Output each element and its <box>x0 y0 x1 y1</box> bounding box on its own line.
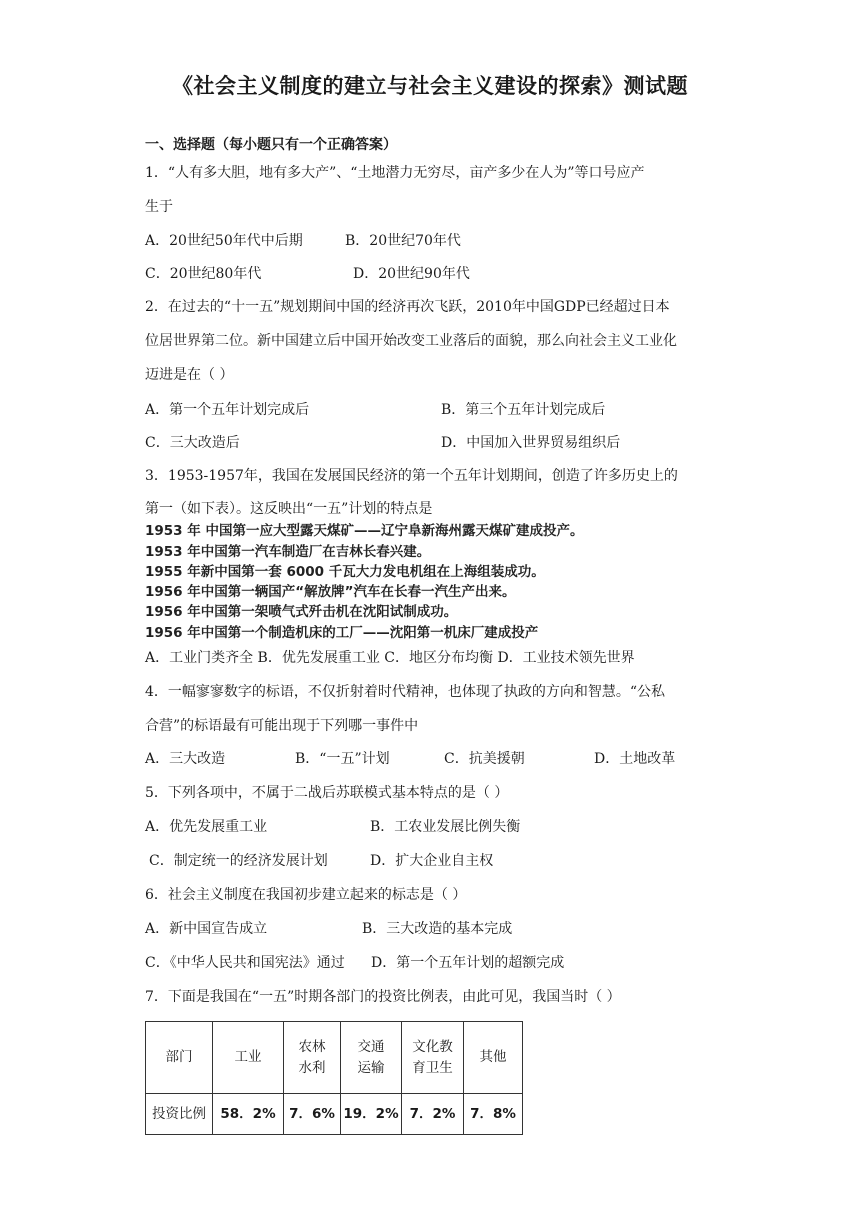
q6-option-d: D．第一个五年计划的超额完成 <box>371 955 565 971</box>
q5-option-c: C．制定统一的经济发展计划 <box>149 853 328 869</box>
q5-option-a: A．优先发展重工业 <box>145 819 268 835</box>
table-header-cell: 农林 水利 <box>284 1022 341 1094</box>
q1-option-d: D．20世纪90年代 <box>353 266 470 282</box>
q6-option-c: C．《中华人民共和国宪法》通过 <box>145 955 345 971</box>
table-row <box>146 1094 523 1135</box>
q5-option-b: B．工农业发展比例失衡 <box>370 819 521 835</box>
q6-option-b: B．三大改造的基本完成 <box>362 921 513 937</box>
table-cell: 19．2% <box>341 1094 402 1135</box>
table-row-label: 投资比例 <box>146 1094 213 1135</box>
table-cell: 7．8% <box>464 1094 523 1135</box>
q3-fact-4: 1956 年中国第一辆国产“解放牌”汽车在长春一汽生产出来。 <box>145 584 516 600</box>
q3-fact-2: 1953 年中国第一汽车制造厂在吉林长春兴建。 <box>145 544 431 560</box>
q3-fact-6: 1956 年中国第一个制造机床的工厂——沈阳第一机床厂建成投产 <box>145 625 539 641</box>
q5-option-d: D．扩大企业自主权 <box>370 853 494 869</box>
q3-options: A．工业门类齐全 B．优先发展重工业 C．地区分布均衡 D．工业技术领先世界 <box>145 650 635 666</box>
q4-stem-line2: 合营”的标语最有可能出现于下列哪一事件中 <box>145 718 419 734</box>
table-cell: 7．2% <box>402 1094 464 1135</box>
q2-option-b: B．第三个五年计划完成后 <box>441 402 606 418</box>
q3-stem-line2: 第一（如下表）。这反映出“一五”计划的特点是 <box>145 501 433 517</box>
q2-stem-line1: 2．在过去的“十一五”规划期间中国的经济再次飞跃，2010年中国GDP已经超过日本 <box>145 299 670 315</box>
q1-option-a: A．20世纪50年代中后期 <box>145 233 303 249</box>
q1-stem-line2: 生于 <box>145 199 173 215</box>
q4-stem-line1: 4．一幅寥寥数字的标语，不仅折射着时代精神，也体现了执政的方向和智慧。“公私 <box>145 684 666 700</box>
document-title: 《社会主义制度的建立与社会主义建设的探索》测试题 <box>172 73 688 98</box>
table-cell: 58．2% <box>213 1094 284 1135</box>
q3-fact-3: 1955 年新中国第一套 6000 千瓦大力发电机组在上海组装成功。 <box>145 564 545 580</box>
table-cell: 7．6% <box>284 1094 341 1135</box>
q4-option-a: A．三大改造 <box>145 751 226 767</box>
q7-stem: 7．下面是我国在“一五”时期各部门的投资比例表，由此可见，我国当时（ ） <box>145 989 621 1005</box>
q3-fact-5: 1956 年中国第一架喷气式歼击机在沈阳试制成功。 <box>145 604 458 620</box>
table-header-cell: 工业 <box>213 1022 284 1094</box>
q1-stem-line1: 1．“人有多大胆，地有多大产”、“土地潜力无穷尽，亩产多少在人为”等口号应产 <box>145 165 645 181</box>
q6-stem: 6．社会主义制度在我国初步建立起来的标志是（ ） <box>145 887 467 903</box>
q2-option-a: A．第一个五年计划完成后 <box>145 402 310 418</box>
q4-option-b: B．“一五”计划 <box>295 751 390 767</box>
q4-option-c: C．抗美援朝 <box>444 751 525 767</box>
q2-option-c: C．三大改造后 <box>145 435 240 451</box>
table-header-cell: 交通 运输 <box>341 1022 402 1094</box>
table-header-cell: 部门 <box>146 1022 213 1094</box>
table-header-cell: 其他 <box>464 1022 523 1094</box>
q1-option-b: B．20世纪70年代 <box>345 233 461 249</box>
table-header-cell: 文化教 育卫生 <box>402 1022 464 1094</box>
q5-stem: 5．下列各项中，不属于二战后苏联模式基本特点的是（ ） <box>145 785 509 801</box>
q6-option-a: A．新中国宣告成立 <box>145 921 268 937</box>
q3-stem-line1: 3．1953-1957年，我国在发展国民经济的第一个五年计划期间，创造了许多历史上的 <box>145 468 678 484</box>
q2-stem-line3: 迈进是在（ ） <box>145 367 234 383</box>
section-heading: 一、选择题（每小题只有一个正确答案） <box>145 137 397 153</box>
investment-ratio-table <box>145 1021 523 1135</box>
q3-fact-1: 1953 年 中国第一应大型露天煤矿——辽宁阜新海州露天煤矿建成投产。 <box>145 523 584 539</box>
q2-stem-line2: 位居世界第二位。新中国建立后中国开始改变工业落后的面貌，那么向社会主义工业化 <box>145 333 677 349</box>
table-header-row <box>146 1022 523 1094</box>
q4-option-d: D．土地改革 <box>594 751 676 767</box>
q1-option-c: C．20世纪80年代 <box>145 266 262 282</box>
q2-option-d: D．中国加入世界贸易组织后 <box>441 435 621 451</box>
